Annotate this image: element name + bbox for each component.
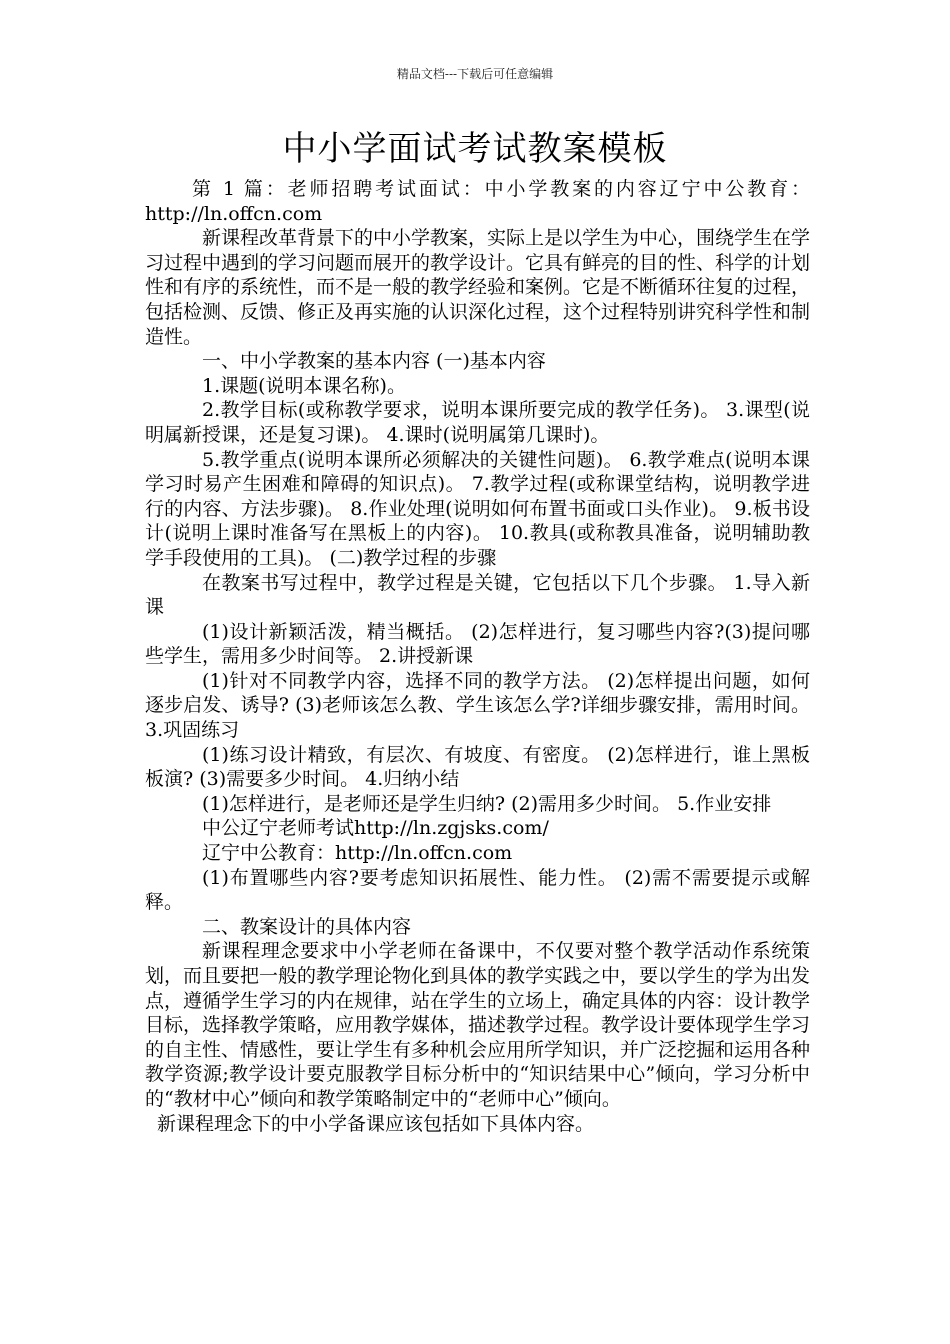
section-heading: 二、教案设计的具体内容 — [202, 915, 412, 938]
paragraph: 2.教学目标(或称教学要求，说明本课所要完成的教学任务)。 3.课型(说明属新授课，还是复习课)。 4.课时(说明属第几课时)。 — [145, 399, 810, 446]
paragraph: (1)布置哪些内容?要考虑知识拓展性、能力性。 (2)需不需要提示或解释。 — [145, 866, 810, 914]
paragraph: 新课程理念要求中小学老师在备课中，不仅要对整个教学活动作系统策划，而且要把一般的教学理论物化到具体的教学实践之中，要以学生的学为出发点，遵循学生学习的内在规律，站在学生的立场上，确定具体的内容：设计教学目标，选择教学策略，应用教学媒体，描述教学过程。教学设计要体现学生学习的自主性、情感性，要让学生有多种机会应用所学知识，并广泛挖掘和运用各种教学资源;教学设计要克服教学目标分析中的“知识结果中心”倾向，学习分析中的“教材中心”倾向和教学策略制定中的“老师中心”倾向。 — [145, 940, 811, 1110]
paragraph: (1)怎样进行，是老师还是学生归纳? (2)需用多少时间。 5.作业安排 — [202, 792, 772, 815]
paragraph: (1)设计新颖活泼，精当概括。 (2)怎样进行，复习哪些内容?(3)提问哪些学生，需用多少时间等。 2.讲授新课 — [145, 620, 810, 668]
paragraph: (1)练习设计精致，有层次、有坡度、有密度。 (2)怎样进行，谁上黑板板演? (3)需要多少时间。 4.归纳小结 — [145, 743, 810, 791]
paragraph: 1.课题(说明本课名称)。 — [202, 374, 406, 397]
section-heading: 一、中小学教案的基本内容 (一)基本内容 — [202, 350, 546, 373]
paragraph: 5.教学重点(说明本课所必须解决的关键性问题)。 6.教学难点(说明本课学习时易产生困难和障碍的知识点)。 7.教学过程(或称课堂结构，说明教学进行的内容、方法步骤)。 8.作业处理(说明如何布置书面或口头作业)。 9.板书设计(说明上课时准备写在黑板上的内容)。 10.教具(或称教具准备，说明辅助教学手段使用的工具)。 (二)教学过程的步骤 — [145, 448, 810, 569]
paragraph: 在教案书写过程中，教学过程是关键，它包括以下几个步骤。 1.导入新课 — [145, 571, 810, 619]
website-link-text: 辽宁中公教育：http://ln.offcn.com — [202, 842, 513, 865]
paragraph: 新课程改革背景下的中小学教案，实际上是以学生为中心，围绕学生在学习过程中遇到的学习问题而展开的教学设计。它具有鲜亮的目的性、科学的计划性和有序的系统性，而不是一般的教学经验和案例。它是不断循环往复的过程，包括检测、反馈、修正及再实施的认识深化过程，这个过程特别讲究科学性和制造性。 — [145, 227, 811, 348]
website-link-text: 中公辽宁老师考试http://ln.zgjsks.com/ — [202, 817, 549, 840]
page-header-note: 精品文档---下载后可任意编辑 — [396, 67, 554, 81]
document-title: 中小学面试考试教案模板 — [282, 129, 668, 169]
paragraph-intro: 第 1 篇：老师招聘考试面试：中小学教案的内容辽宁中公教育：http://ln.offcn.com — [145, 178, 810, 225]
paragraph: (1)针对不同教学内容，选择不同的教学方法。 (2)怎样提出问题，如何逐步启发、诱导? (3)老师该怎么教、学生该怎么学?详细步骤安排，需用时间。 3.巩固练习 — [145, 669, 810, 742]
document-body — [145, 177, 810, 1136]
paragraph: 新课程理念下的中小学备课应该包括如下具体内容。 — [157, 1112, 595, 1135]
